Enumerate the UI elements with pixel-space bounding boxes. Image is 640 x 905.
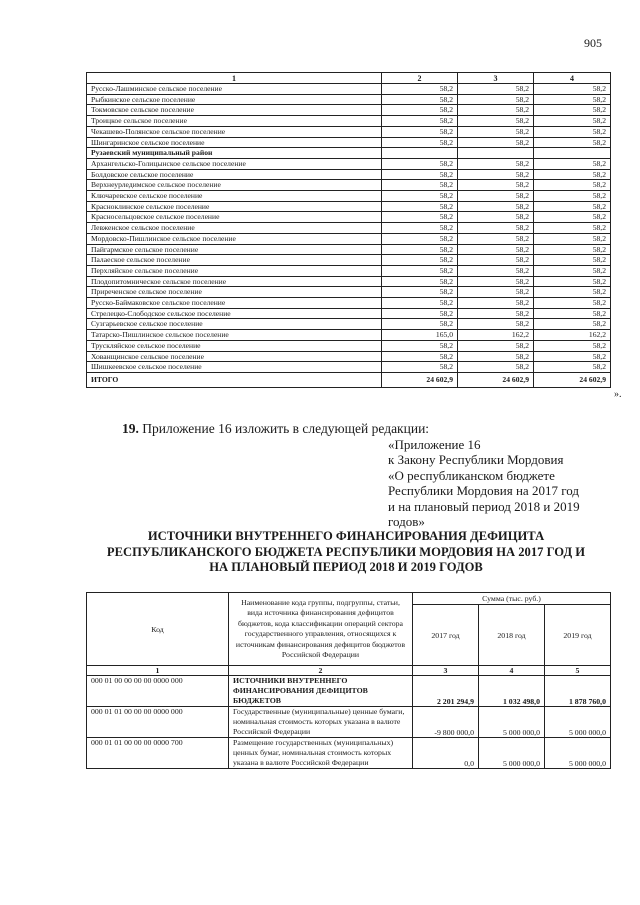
amount-cell: -9 800 000,0: [413, 707, 479, 738]
municipality-name: Плодопитомническое сельское поселение: [87, 276, 382, 287]
column-number: 2: [229, 666, 413, 676]
table-row: [87, 340, 611, 351]
table-row: [87, 137, 611, 148]
municipality-name: Палаеское сельское поселение: [87, 255, 382, 266]
amount-cell: 5 000 000,0: [545, 707, 611, 738]
amount-cell: 58,2: [534, 126, 611, 137]
municipality-name: Хованщинское сельское поселение: [87, 351, 382, 362]
municipality-name: Болдовское сельское поселение: [87, 169, 382, 180]
amount-cell: 162,2: [458, 330, 534, 341]
table-row: [87, 676, 611, 707]
amount-cell: 58,2: [458, 308, 534, 319]
amount-cell: [534, 148, 611, 159]
code-header: Код: [87, 593, 229, 666]
table-row: [87, 362, 611, 373]
amount-cell: 58,2: [382, 180, 458, 191]
amount-cell: 58,2: [534, 287, 611, 298]
amount-cell: 58,2: [534, 94, 611, 105]
name-header: Наименование кода группы, подгруппы, статьи, вида источника финансирования дефицитов бюджетов, кода классификации операций сектора государственного управления, относящихся к источникам финансирования дефицитов бюджетов Российской Федерации: [229, 593, 413, 666]
amount-cell: 58,2: [458, 137, 534, 148]
amount-cell: 58,2: [382, 116, 458, 127]
amount-cell: 58,2: [382, 233, 458, 244]
municipality-name: Токмовское сельское поселение: [87, 105, 382, 116]
amount-cell: 5 000 000,0: [479, 707, 545, 738]
amount-cell: 58,2: [458, 276, 534, 287]
table-row: [87, 308, 611, 319]
amount-cell: 58,2: [382, 126, 458, 137]
amount-cell: 58,2: [534, 244, 611, 255]
municipality-name: Трускляйское сельское поселение: [87, 340, 382, 351]
amount-cell: 58,2: [458, 201, 534, 212]
amount-cell: 1 032 498,0: [479, 676, 545, 707]
column-header: 1: [87, 73, 382, 84]
amount-cell: 58,2: [458, 116, 534, 127]
paragraph-text: Приложение 16 изложить в следующей редакции:: [138, 421, 430, 436]
amount-cell: 58,2: [382, 137, 458, 148]
municipality-name: Русско-Баймаковское сельское поселение: [87, 298, 382, 309]
municipality-name: Рузаевский муниципальный район: [87, 148, 382, 159]
appendix-line: к Закону Республики Мордовия: [388, 452, 564, 468]
amount-cell: 58,2: [458, 287, 534, 298]
sum-header: Сумма (тыс. руб.): [413, 593, 611, 605]
amount-cell: 58,2: [382, 158, 458, 169]
budget-code: 000 01 00 00 00 00 0000 000: [87, 676, 229, 707]
municipality-name: Татарско-Пишлинское сельское поселение: [87, 330, 382, 341]
amount-cell: 58,2: [534, 137, 611, 148]
amount-cell: 58,2: [382, 319, 458, 330]
financing-sources-table: [86, 592, 611, 769]
amount-cell: 58,2: [534, 201, 611, 212]
amount-cell: 58,2: [534, 84, 611, 95]
municipality-name: Красносельцовское сельское поселение: [87, 212, 382, 223]
municipality-name: Архангельско-Голицынское сельское поселение: [87, 158, 382, 169]
amount-cell: 58,2: [458, 126, 534, 137]
amount-cell: 58,2: [458, 298, 534, 309]
table-row: [87, 707, 611, 738]
amount-cell: 58,2: [458, 158, 534, 169]
amount-cell: 58,2: [458, 233, 534, 244]
amount-cell: 58,2: [382, 201, 458, 212]
amount-cell: 58,2: [382, 265, 458, 276]
table-row: [87, 738, 611, 769]
municipality-name: Мордовско-Пишлинское сельское поселение: [87, 233, 382, 244]
amount-cell: 58,2: [458, 212, 534, 223]
budget-code: 000 01 01 00 00 00 0000 700: [87, 738, 229, 769]
amount-cell: 58,2: [534, 223, 611, 234]
amount-cell: 58,2: [534, 233, 611, 244]
table-row: [87, 255, 611, 266]
table-row: [87, 180, 611, 191]
section-heading: [86, 529, 606, 576]
column-number: 3: [413, 666, 479, 676]
page-number: 905: [584, 36, 602, 50]
table-row: [87, 191, 611, 202]
total-amount: 24 602,9: [382, 372, 458, 387]
source-name: ИСТОЧНИКИ ВНУТРЕННЕГО ФИНАНСИРОВАНИЯ ДЕФИЦИТОВ БЮДЖЕТОВ: [229, 676, 413, 707]
paragraph-number: 19.: [122, 421, 139, 436]
municipality-name: Троицкое сельское поселение: [87, 116, 382, 127]
table-row: [87, 298, 611, 309]
table-row: [87, 116, 611, 127]
municipality-name: Чекашево-Полянское сельское поселение: [87, 126, 382, 137]
amount-cell: [382, 148, 458, 159]
amount-cell: 58,2: [458, 340, 534, 351]
municipality-name: Пайгармское сельское поселение: [87, 244, 382, 255]
amount-cell: 58,2: [382, 276, 458, 287]
total-amount: 24 602,9: [458, 372, 534, 387]
municipality-name: Приреченское сельское поселение: [87, 287, 382, 298]
amount-cell: 58,2: [458, 191, 534, 202]
amount-cell: 58,2: [382, 340, 458, 351]
table-row: [87, 148, 611, 159]
amount-cell: 58,2: [458, 169, 534, 180]
amount-cell: 58,2: [534, 158, 611, 169]
allocation-table: [86, 72, 611, 388]
column-number-row: [87, 666, 611, 676]
amount-cell: 58,2: [382, 94, 458, 105]
table-row: [87, 233, 611, 244]
table-row: [87, 287, 611, 298]
amount-cell: 58,2: [458, 105, 534, 116]
municipality-name: Рыбкинское сельское поселение: [87, 94, 382, 105]
table-row: [87, 319, 611, 330]
amount-cell: 58,2: [382, 255, 458, 266]
table-row: [87, 351, 611, 362]
amount-cell: 58,2: [382, 84, 458, 95]
amount-cell: 58,2: [458, 94, 534, 105]
amount-cell: 58,2: [458, 255, 534, 266]
table-row: [87, 276, 611, 287]
amount-cell: 58,2: [458, 351, 534, 362]
municipality-name: Красноклинское сельское поселение: [87, 201, 382, 212]
table-row: [87, 105, 611, 116]
heading-line: РЕСПУБЛИКАНСКОГО БЮДЖЕТА РЕСПУБЛИКИ МОРДОВИЯ НА 2017 ГОД И: [106, 544, 586, 559]
amount-cell: 58,2: [382, 308, 458, 319]
column-number: 4: [479, 666, 545, 676]
amount-cell: 58,2: [458, 180, 534, 191]
amount-cell: 58,2: [382, 169, 458, 180]
amount-cell: 58,2: [534, 340, 611, 351]
amount-cell: 58,2: [534, 265, 611, 276]
total-row: [87, 372, 611, 387]
amount-cell: 58,2: [534, 212, 611, 223]
amount-cell: 58,2: [534, 298, 611, 309]
appendix-reference: [388, 437, 628, 529]
amount-cell: 162,2: [534, 330, 611, 341]
table-row: [87, 126, 611, 137]
year-header: 2018 год: [479, 605, 545, 666]
municipality-name: Верхнеурледимское сельское поселение: [87, 180, 382, 191]
column-number: 1: [87, 666, 229, 676]
total-label: ИТОГО: [87, 372, 382, 387]
column-number: 5: [545, 666, 611, 676]
municipality-name: Шишкеевское сельское поселение: [87, 362, 382, 373]
municipality-name: Стрелецко-Слободское сельское поселение: [87, 308, 382, 319]
appendix-line: «Приложение 16: [388, 437, 481, 452]
amount-cell: 58,2: [382, 223, 458, 234]
appendix-line: Республики Мордовия на 2017 год: [388, 483, 579, 499]
amount-cell: 58,2: [534, 319, 611, 330]
table-row: [87, 330, 611, 341]
appendix-line: и на плановый период 2018 и 2019: [388, 498, 580, 514]
table-row: [87, 158, 611, 169]
table-row: [87, 223, 611, 234]
year-header: 2019 год: [545, 605, 611, 666]
amount-cell: 58,2: [534, 276, 611, 287]
municipality-name: Ключаревское сельское поселение: [87, 191, 382, 202]
amount-cell: 58,2: [382, 191, 458, 202]
column-header: 4: [534, 73, 611, 84]
table-row: [87, 265, 611, 276]
heading-line: НА ПЛАНОВЫЙ ПЕРИОД 2018 И 2019 ГОДОВ: [209, 560, 483, 574]
heading-line: ИСТОЧНИКИ ВНУТРЕННЕГО ФИНАНСИРОВАНИЯ ДЕФИЦИТА: [147, 529, 545, 543]
amount-cell: 58,2: [458, 362, 534, 373]
table-row: [87, 84, 611, 95]
table-row: [87, 212, 611, 223]
amount-cell: 58,2: [458, 319, 534, 330]
amount-cell: 58,2: [534, 191, 611, 202]
amount-cell: 58,2: [458, 244, 534, 255]
amount-cell: 0,0: [413, 738, 479, 769]
appendix-line: годов»: [388, 514, 425, 530]
municipality-name: Левженское сельское поселение: [87, 223, 382, 234]
amount-cell: 58,2: [534, 116, 611, 127]
amount-cell: 5 000 000,0: [545, 738, 611, 769]
municipality-name: Сузгарьевское сельское поселение: [87, 319, 382, 330]
amount-cell: 58,2: [534, 169, 611, 180]
total-amount: 24 602,9: [534, 372, 611, 387]
amount-cell: 58,2: [458, 223, 534, 234]
source-name: Размещение государственных (муниципальных) ценных бумаг, номинальная стоимость которых указана в валюте Российской Федерации: [229, 738, 413, 769]
amount-cell: 5 000 000,0: [479, 738, 545, 769]
column-header: 2: [382, 73, 458, 84]
amount-cell: 58,2: [458, 265, 534, 276]
amount-cell: 58,2: [534, 105, 611, 116]
amount-cell: 58,2: [534, 308, 611, 319]
amount-cell: 58,2: [382, 351, 458, 362]
table-row: [87, 201, 611, 212]
amount-cell: 2 201 294,9: [413, 676, 479, 707]
amendment-paragraph: [122, 421, 429, 437]
budget-code: 000 01 01 00 00 00 0000 000: [87, 707, 229, 738]
municipality-name: Перхляйское сельское поселение: [87, 265, 382, 276]
table-row: [87, 169, 611, 180]
municipality-name: Шингаринское сельское поселение: [87, 137, 382, 148]
amount-cell: 58,2: [534, 362, 611, 373]
amount-cell: 58,2: [534, 255, 611, 266]
amount-cell: 58,2: [382, 287, 458, 298]
municipality-name: Русско-Лашминское сельское поселение: [87, 84, 382, 95]
amount-cell: 58,2: [382, 105, 458, 116]
amount-cell: 58,2: [382, 298, 458, 309]
column-header: 3: [458, 73, 534, 84]
amount-cell: 1 878 760,0: [545, 676, 611, 707]
source-name: Государственные (муниципальные) ценные бумаги, номинальная стоимость которых указана в валюте Российской Федерации: [229, 707, 413, 738]
amount-cell: 165,0: [382, 330, 458, 341]
amount-cell: 58,2: [382, 212, 458, 223]
table-header-row: [87, 73, 611, 84]
amount-cell: 58,2: [382, 362, 458, 373]
year-header: 2017 год: [413, 605, 479, 666]
amount-cell: 58,2: [534, 351, 611, 362]
amount-cell: 58,2: [458, 84, 534, 95]
table-row: [87, 94, 611, 105]
appendix-line: «О республиканском бюджете: [388, 467, 555, 483]
amount-cell: [458, 148, 534, 159]
table-row: [87, 244, 611, 255]
amount-cell: 58,2: [382, 244, 458, 255]
closing-quote: ».: [614, 389, 622, 400]
amount-cell: 58,2: [534, 180, 611, 191]
